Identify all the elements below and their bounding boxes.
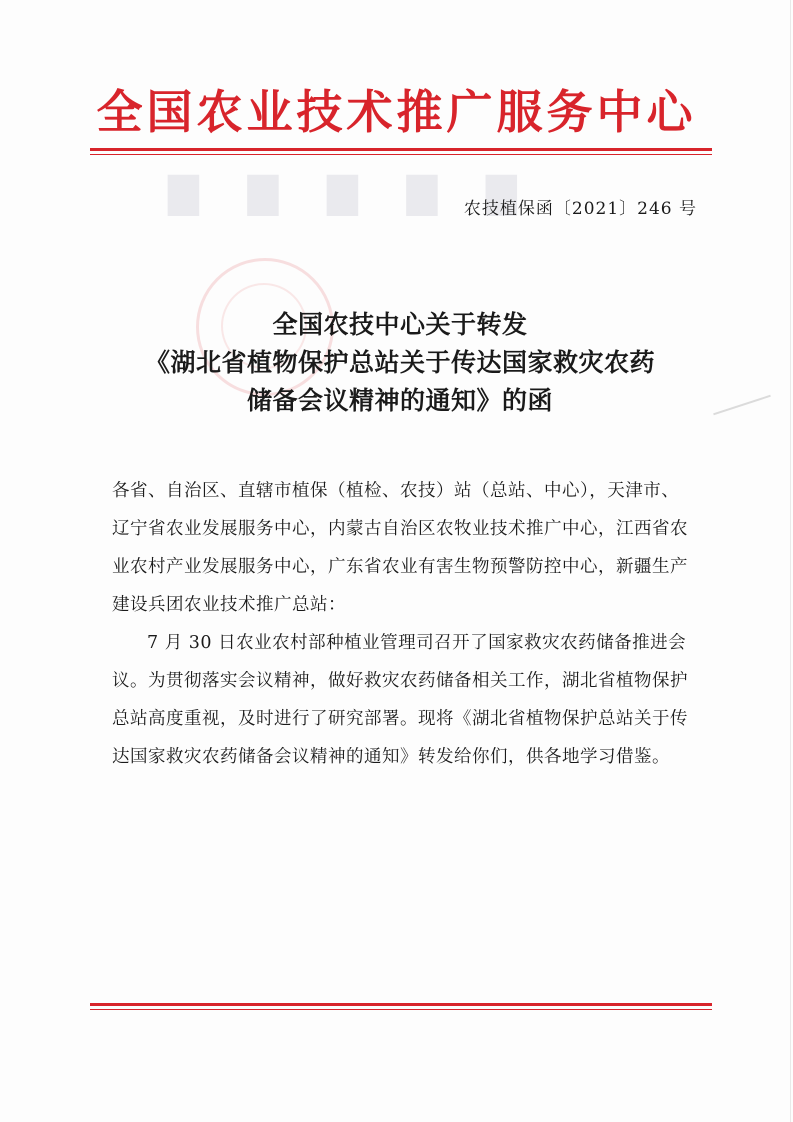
- footer-red-rule: [90, 1003, 712, 1006]
- page-edge: [790, 0, 791, 1122]
- document-title: [80, 306, 720, 420]
- header-red-rule: [90, 148, 712, 151]
- title-line-3: 储备会议精神的通知》的函: [246, 386, 553, 415]
- bleed-through-decoration: ▇ ▇ ▇ ▇ ▇: [150, 170, 517, 216]
- margin-pen-mark: [713, 395, 771, 415]
- footer-red-rule-thin: [90, 1009, 712, 1010]
- title-line-1: 全国农技中心关于转发: [272, 310, 528, 339]
- document-number: 农技植保函〔2021〕246 号: [463, 199, 697, 219]
- header-red-rule-thin: [90, 154, 712, 155]
- addressee-paragraph: 各省、自治区、直辖市植保（植检、农技）站（总站、中心），天津市、辽宁省农业发展服务中心，内蒙古自治区农牧业技术推广中心，江西省农业农村产业发展服务中心，广东省农业有害生物预警防控中心，新疆生产建设兵团农业技术推广总站：: [112, 481, 688, 615]
- title-line-2: 《湖北省植物保护总站关于传达国家救灾农药: [144, 348, 655, 377]
- issuer-header: 全国农业技术推广服务中心: [96, 85, 697, 139]
- body-paragraph: 7 月 30 日农业农村部种植业管理司召开了国家救灾农药储备推进会议。为贯彻落实会议精神，做好救灾农药储备相关工作，湖北省植物保护总站高度重视，及时进行了研究部署。现将《湖北省植物保护总站关于传达国家救灾农药储备会议精神的通知》转发给你们，供各地学习借鉴。: [112, 633, 688, 767]
- document-body: [112, 472, 692, 776]
